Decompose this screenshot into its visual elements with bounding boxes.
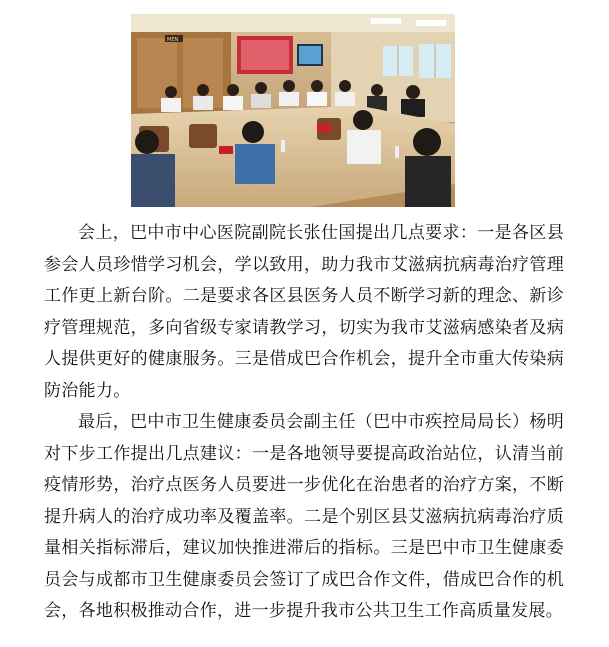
wall-sign-text: MEN bbox=[167, 37, 179, 43]
meeting-photo bbox=[131, 14, 455, 207]
article-body bbox=[44, 218, 564, 628]
paragraph-requirements: 会上，巴中市中心医院副院长张仕国提出几点要求：一是各区县参会人员珍惜学习机会，学以致用，助力我市艾滋病抗病毒治疗管理工作更上新台阶。二是要求各区县医务人员不断学习新的理念、新诊疗管理规范，多向省级专家请教学习，切实为我市艾滋病感染者及病人提供更好的健康服务。三是借成巴合作机会，提升全市重大传染病防治能力。 bbox=[44, 223, 564, 401]
paragraph-suggestions: 最后，巴中市卫生健康委员会副主任（巴中市疾控局局长）杨明对下步工作提出几点建议：一是各地领导要提高政治站位，认清当前疫情形势，治疗点医务人员要进一步优化在治患者的治疗方案，不断提升病人的治疗成功率及覆盖率。二是个别区县艾滋病抗病毒治疗质量相关指标滞后，建议加快推进滞后的指标。三是巴中市卫生健康委员会与成都市卫生健康委员会签订了成巴合作文件，借成巴合作的机会，各地积极推动合作，进一步提升我市公共卫生工作高质量发展。 bbox=[44, 412, 564, 621]
